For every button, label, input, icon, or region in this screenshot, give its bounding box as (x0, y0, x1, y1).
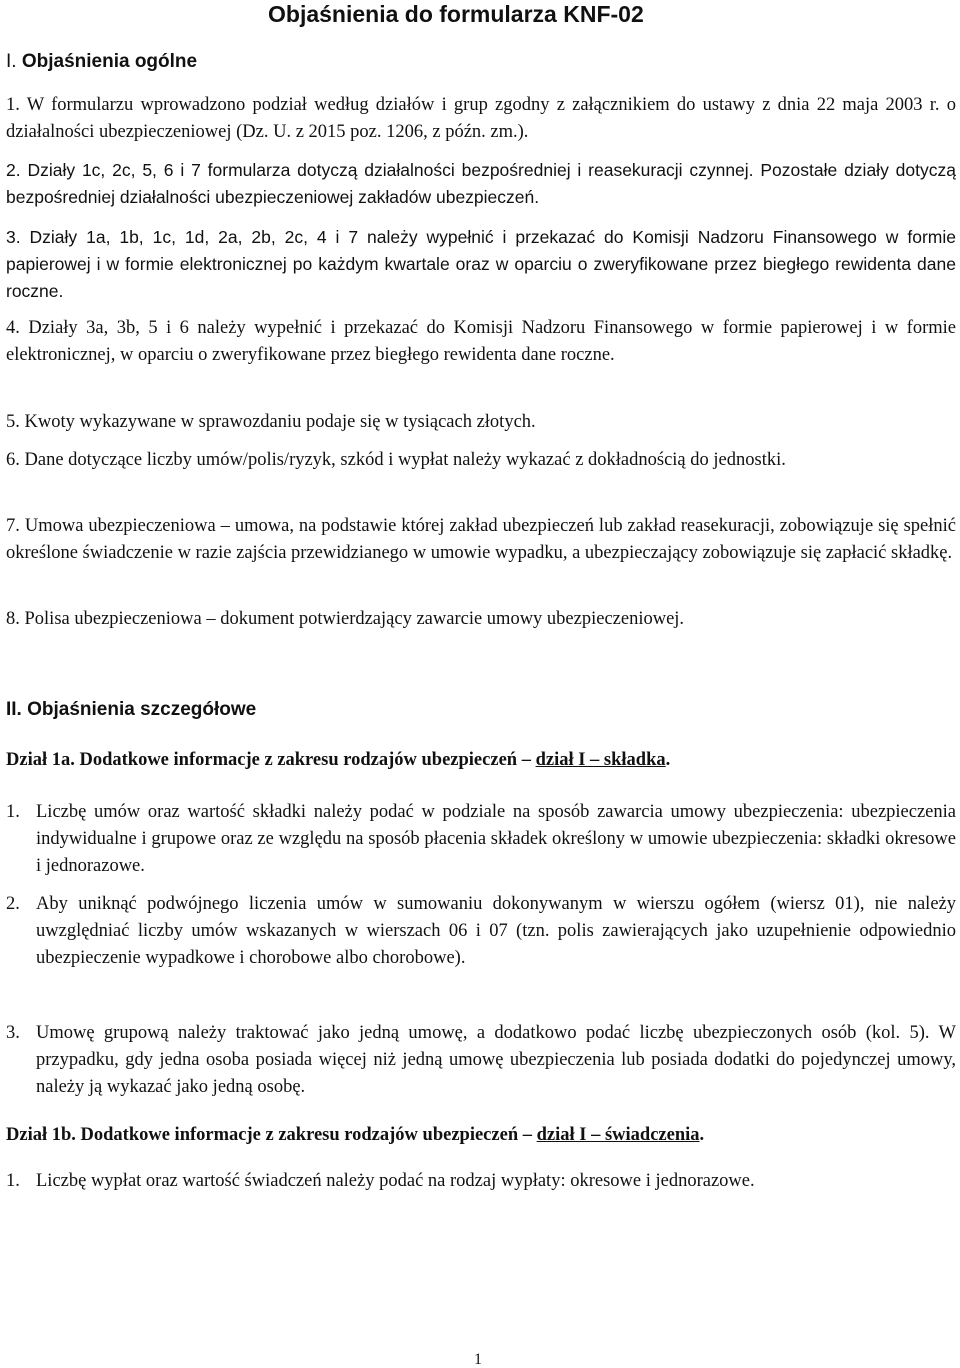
general-item-2 (6, 157, 956, 211)
item-number: 8. (6, 609, 20, 629)
section-2-heading (6, 698, 256, 722)
section-1-heading (6, 50, 197, 74)
section-2-number: II. (6, 699, 22, 720)
document-title: Objaśnienia do formularza KNF-02 (268, 1, 644, 27)
item-text: Umowę grupową należy traktować jako jedną umowę, a dodatkowo podać liczbę ubezpieczonych osób (kol. 5). W przypadku, gdy jedna osoba posiada więcej niż jedną umowę ubezpieczenia lub posiada dodatki do pojedynczej umowy, należy ją wykazać jako jedną osobę. (36, 1023, 956, 1097)
dzial-1a-heading-end: . (665, 750, 671, 770)
dzial-1b-heading-underlined: dział I – świadczenia (536, 1125, 700, 1145)
dzial-1a-heading-underlined: dział I – składka (535, 750, 666, 770)
item-text: Dane dotyczące liczby umów/polis/ryzyk, szkód i wypłat należy wykazać z dokładnością do jednostki. (24, 450, 786, 470)
item-text: Polisa ubezpieczeniowa – dokument potwierdzający zawarcie umowy ubezpieczeniowej. (24, 609, 685, 629)
general-item-5 (6, 409, 956, 436)
item-text: Działy 1c, 2c, 5, 6 i 7 formularza dotyczą działalności bezpośredniej i reasekuracji czynnej. Pozostałe działy dotyczą bezpośredniej działalności ubezpieczeniowej zakładów ubezpieczeń. (6, 160, 956, 207)
item-number: 2. (6, 160, 21, 180)
dzial-1b-heading (6, 1123, 704, 1147)
general-item-3 (6, 224, 956, 305)
item-text: Liczbę wypłat oraz wartość świadczeń należy podać na rodzaj wypłaty: okresowe i jednorazowe. (36, 1171, 755, 1191)
item-number: 3. (6, 227, 21, 247)
dzial-1a-item-1 (6, 799, 956, 880)
item-text: Działy 3a, 3b, 5 i 6 należy wypełnić i przekazać do Komisji Nadzoru Finansowego w formie papierowej i w formie elektronicznej, w oparciu o zweryfikowane przez biegłego rewidenta dane roczne. (6, 318, 956, 365)
dzial-1b-heading-text: Dział 1b. Dodatkowe informacje z zakresu rodzajów ubezpieczeń – (6, 1125, 537, 1145)
general-item-1 (6, 92, 956, 146)
item-number: 1. (6, 95, 20, 115)
dzial-1a-item-2 (6, 891, 956, 972)
section-2-title: Objaśnienia szczegółowe (27, 699, 257, 720)
item-number: 1. (6, 1171, 20, 1191)
general-item-7 (6, 513, 956, 567)
item-number: 2. (6, 894, 20, 914)
general-item-4 (6, 315, 956, 369)
item-number: 7. (6, 516, 20, 536)
item-number: 4. (6, 318, 20, 338)
item-number: 6. (6, 450, 20, 470)
item-text: Działy 1a, 1b, 1c, 1d, 2a, 2b, 2c, 4 i 7 należy wypełnić i przekazać do Komisji Nadzoru Finansowego w formie papierowej i w formie elektronicznej po każdym kwartale oraz w oparciu o zweryfikowane przez biegłego rewidenta dane roczne. (6, 227, 956, 301)
general-item-8 (6, 606, 956, 633)
item-number: 3. (6, 1023, 20, 1043)
section-1-title: Objaśnienia ogólne (21, 51, 198, 72)
section-1-number: I. (6, 51, 17, 72)
item-number: 1. (6, 802, 20, 822)
page-number: 1 (474, 1351, 482, 1368)
dzial-1a-item-3 (6, 1020, 956, 1101)
dzial-1b-item-1 (6, 1168, 956, 1195)
dzial-1a-heading (6, 748, 670, 772)
item-text: Umowa ubezpieczeniowa – umowa, na podstawie której zakład ubezpieczeń lub zakład reasekuracji, zobowiązuje się spełnić określone świadczenie w razie zajścia przewidzianego w umowie wypadku, a ubezpieczający zobowiązuje się zapłacić składkę. (6, 516, 956, 563)
general-item-6 (6, 447, 956, 474)
dzial-1b-heading-end: . (699, 1125, 705, 1145)
item-text: Kwoty wykazywane w sprawozdaniu podaje się w tysiącach złotych. (24, 412, 536, 432)
dzial-1a-heading-text: Dział 1a. Dodatkowe informacje z zakresu rodzajów ubezpieczeń – (6, 750, 536, 770)
item-text: Liczbę umów oraz wartość składki należy podać w podziale na sposób zawarcia umowy ubezpieczenia: ubezpieczenia indywidualne i grupowe oraz ze względu na sposób płacenia składek określony w umowie ubezpieczenia: składki okresowe i jednorazowe. (36, 802, 956, 876)
item-number: 5. (6, 412, 20, 432)
item-text: W formularzu wprowadzono podział według działów i grup zgodny z załącznikiem do ustawy z dnia 22 maja 2003 r. o działalności ubezpieczeniowej (Dz. U. z 2015 poz. 1206, z późn. zm.). (6, 95, 956, 142)
item-text: Aby uniknąć podwójnego liczenia umów w sumowaniu dokonywanym w wierszu ogółem (wiersz 01), nie należy uwzględniać liczby umów wskazanych w wierszach 06 i 07 (tzn. polis zawierających jako uzupełnienie odpowiednio ubezpieczenie wypadkowe i chorobowe albo chorobowe). (36, 894, 956, 968)
